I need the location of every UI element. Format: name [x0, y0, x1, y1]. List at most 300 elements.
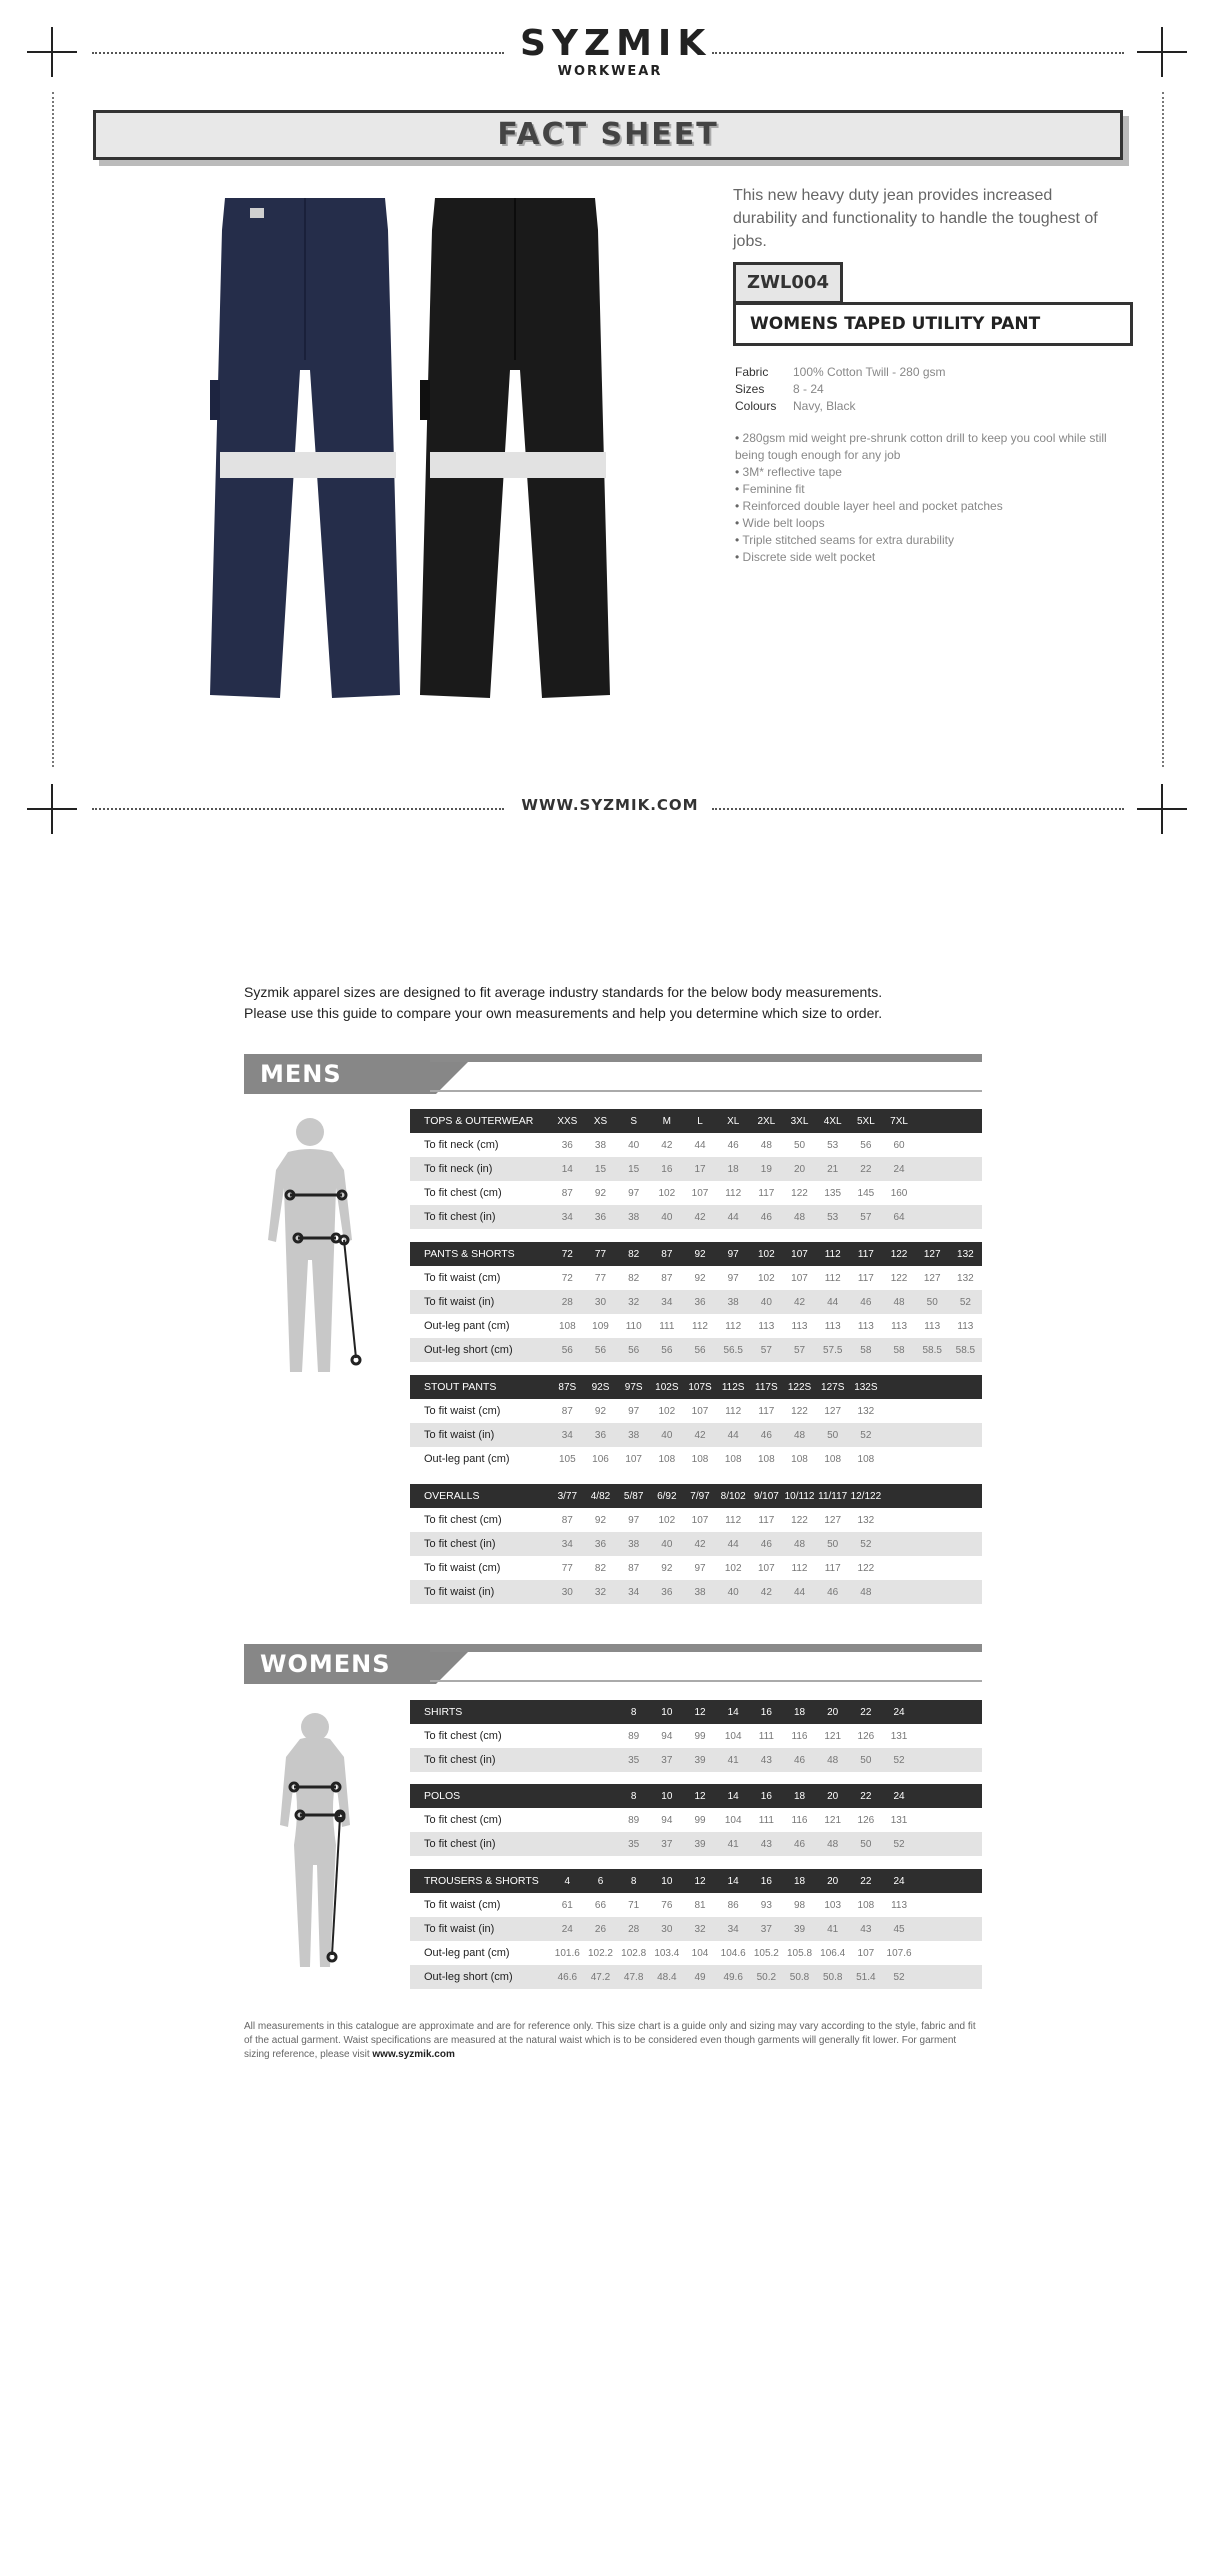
- size-cell: 131: [890, 1730, 908, 1742]
- size-cell: 46: [750, 1423, 783, 1447]
- banner-title: FACT SHEET: [497, 117, 719, 152]
- mens-section-bar: [430, 1054, 982, 1062]
- top-dotted-line-right: [712, 52, 1124, 54]
- table-row: [410, 1832, 982, 1856]
- size-cell: 30: [551, 1580, 584, 1604]
- size-cell: 122S: [783, 1375, 816, 1399]
- size-cell: [882, 1484, 915, 1508]
- feature-item: • Triple stitched seams for extra durability: [735, 532, 1115, 549]
- size-cell: 46: [849, 1290, 882, 1314]
- size-cell: 38: [617, 1532, 650, 1556]
- size-cell: 40: [650, 1423, 683, 1447]
- size-cell: [882, 1447, 915, 1471]
- table-header-row: [410, 1375, 982, 1399]
- size-cell: 44: [694, 1139, 706, 1151]
- size-cell: 51.4: [849, 1965, 882, 1989]
- feature-list: [735, 430, 1115, 566]
- size-cell: 46.6: [551, 1965, 584, 1989]
- size-cell: 44: [783, 1580, 816, 1604]
- size-cell: 12: [683, 1784, 716, 1808]
- size-cell: 22: [849, 1157, 882, 1181]
- size-cell: 108: [791, 1453, 808, 1465]
- size-cell: 24: [882, 1869, 915, 1893]
- size-cell: 117S: [750, 1375, 783, 1399]
- disclaimer-link[interactable]: www.syzmik.com: [372, 2049, 455, 2060]
- size-cell: 22: [849, 1784, 882, 1808]
- size-cell: 36: [584, 1532, 617, 1556]
- size-cell: 92S: [584, 1375, 617, 1399]
- size-cell: 16: [650, 1157, 683, 1181]
- womens-polos-table: [410, 1784, 982, 1856]
- row-label: To fit waist (in): [410, 1917, 551, 1941]
- womens-body-figure: [270, 1705, 380, 1975]
- mens-overalls-table: [410, 1484, 982, 1604]
- size-cell: [584, 1784, 617, 1808]
- size-cell: 102: [658, 1405, 676, 1417]
- registration-mark-top-right: [1137, 27, 1187, 77]
- size-cell: 14: [717, 1700, 750, 1724]
- row-label: Out-leg short (cm): [410, 1965, 551, 1989]
- size-cell: 132: [957, 1272, 974, 1284]
- table-row: [410, 1205, 982, 1229]
- size-cell: 36: [584, 1423, 617, 1447]
- size-cell: 30: [650, 1917, 683, 1941]
- mens-tops-outerwear-table: [410, 1109, 982, 1229]
- size-cell: 77: [584, 1242, 617, 1266]
- size-cell: 45: [882, 1917, 915, 1941]
- size-cell: 93: [760, 1899, 772, 1911]
- size-cell: 107: [625, 1453, 642, 1465]
- size-cell: 3XL: [783, 1109, 816, 1133]
- size-cell: 52: [882, 1748, 915, 1772]
- size-cell: [949, 1508, 982, 1532]
- size-cell: [916, 1917, 949, 1941]
- size-cell: 22: [849, 1700, 882, 1724]
- size-cell: 24: [882, 1157, 915, 1181]
- size-cell: 48: [783, 1532, 816, 1556]
- size-cell: [949, 1556, 982, 1580]
- size-cell: [949, 1700, 982, 1724]
- size-cell: 56.5: [717, 1338, 750, 1362]
- registration-mark-top-left: [27, 27, 77, 77]
- row-label: To fit chest (in): [410, 1748, 551, 1772]
- row-label: STOUT PANTS: [410, 1375, 551, 1399]
- size-cell: 47.2: [584, 1965, 617, 1989]
- size-cell: 57.5: [816, 1338, 849, 1362]
- size-cell: 43: [750, 1832, 783, 1856]
- size-cell: 12: [683, 1700, 716, 1724]
- row-label: Out-leg pant (cm): [424, 1947, 510, 1959]
- mens-stout-pants-table: [410, 1375, 982, 1471]
- size-cell: 107: [691, 1514, 709, 1526]
- size-cell: 97: [628, 1187, 640, 1199]
- size-cell: 111: [659, 1320, 675, 1332]
- size-cell: 18: [783, 1700, 816, 1724]
- size-cell: 97: [628, 1405, 640, 1417]
- size-cell: [916, 1532, 949, 1556]
- bottom-dotted-line-left: [92, 808, 504, 810]
- row-label: To fit waist (cm): [424, 1272, 501, 1284]
- product-name: WOMENS TAPED UTILITY PANT: [733, 302, 1133, 346]
- size-cell: XL: [717, 1109, 750, 1133]
- size-cell: 102: [724, 1562, 742, 1574]
- size-cell: 10/112: [783, 1484, 816, 1508]
- size-cell: 122: [882, 1242, 915, 1266]
- size-cell: 15: [584, 1157, 617, 1181]
- size-cell: 39: [683, 1748, 716, 1772]
- fact-sheet-banner: [93, 110, 1123, 160]
- table-header-row: [410, 1242, 982, 1266]
- size-cell: 34: [617, 1580, 650, 1604]
- size-cell: [916, 1181, 949, 1205]
- size-cell: 50.8: [783, 1965, 816, 1989]
- row-label: OVERALLS: [410, 1484, 551, 1508]
- size-cell: 34: [551, 1205, 584, 1229]
- feature-item: • Reinforced double layer heel and pocket patches: [735, 498, 1115, 515]
- size-cell: 7XL: [882, 1109, 915, 1133]
- size-cell: 56: [650, 1338, 683, 1362]
- size-cell: 36: [683, 1290, 716, 1314]
- size-cell: 12/122: [849, 1484, 882, 1508]
- size-cell: 112: [725, 1187, 742, 1199]
- size-cell: 35: [617, 1748, 650, 1772]
- mens-section-rule: [430, 1090, 982, 1092]
- row-label: PANTS & SHORTS: [410, 1242, 551, 1266]
- size-cell: [584, 1832, 617, 1856]
- size-cell: 50: [816, 1532, 849, 1556]
- size-cell: 38: [617, 1423, 650, 1447]
- size-cell: 10: [650, 1784, 683, 1808]
- size-cell: 58: [849, 1338, 882, 1362]
- size-cell: 82: [594, 1562, 607, 1574]
- size-cell: [949, 1532, 982, 1556]
- size-cell: 34: [650, 1290, 683, 1314]
- size-cell: 108: [824, 1453, 842, 1465]
- size-cell: [949, 1205, 982, 1229]
- size-cell: [882, 1532, 915, 1556]
- product-code: ZWL004: [733, 262, 843, 304]
- row-label: POLOS: [410, 1784, 551, 1808]
- size-cell: XS: [584, 1109, 617, 1133]
- size-cell: 56: [551, 1338, 584, 1362]
- size-cell: 97: [694, 1562, 706, 1574]
- size-cell: 36: [561, 1139, 573, 1151]
- size-cell: [882, 1580, 915, 1604]
- size-cell: 113: [791, 1320, 808, 1332]
- feature-item: • Wide belt loops: [735, 515, 1115, 532]
- table-row: [410, 1965, 982, 1989]
- size-cell: 42: [683, 1423, 716, 1447]
- mens-section-title: MENS: [244, 1054, 436, 1094]
- size-cell: 101.6: [554, 1947, 580, 1959]
- size-cell: 38: [717, 1290, 750, 1314]
- spec-colours: Colours Navy, Black: [735, 399, 856, 413]
- size-cell: 113: [758, 1320, 775, 1332]
- size-cell: 52: [849, 1423, 882, 1447]
- size-cell: 87: [561, 1405, 573, 1417]
- row-label: Out-leg short (cm): [410, 1338, 551, 1362]
- table-row: [410, 1133, 982, 1157]
- size-cell: 61: [561, 1899, 573, 1911]
- size-cell: 44: [717, 1423, 750, 1447]
- size-cell: 126: [857, 1814, 875, 1826]
- measurement-disclaimer: All measurements in this catalogue are approximate and are for reference only. This size chart is a guide only and sizing may vary according to the style, fabric and fit of the actual garment. Waist specifications are measured at the natural waist which is to be considered even though garments will generally fit lower. For garment sizing reference, please visit www.syzmik.com: [244, 2021, 976, 2060]
- size-cell: [916, 1893, 949, 1917]
- size-cell: 103.4: [654, 1947, 680, 1959]
- table-header-row: [410, 1109, 982, 1133]
- size-cell: 112: [725, 1320, 742, 1332]
- size-cell: 113: [957, 1320, 974, 1332]
- size-cell: 35: [617, 1832, 650, 1856]
- size-cell: 20: [816, 1869, 849, 1893]
- size-cell: 48: [760, 1139, 772, 1151]
- size-cell: [916, 1965, 949, 1989]
- size-cell: 108: [724, 1453, 742, 1465]
- size-cell: 12: [683, 1869, 716, 1893]
- size-cell: 112: [824, 1272, 841, 1284]
- size-cell: [916, 1748, 949, 1772]
- size-cell: [949, 1832, 982, 1856]
- size-cell: 4: [551, 1869, 584, 1893]
- size-cell: 117: [824, 1562, 841, 1574]
- row-label: To fit neck (cm): [424, 1139, 499, 1151]
- size-cell: 52: [849, 1532, 882, 1556]
- size-cell: 92: [661, 1562, 673, 1574]
- size-cell: [916, 1109, 949, 1133]
- size-cell: [916, 1869, 949, 1893]
- size-cell: 42: [750, 1580, 783, 1604]
- size-cell: [949, 1423, 982, 1447]
- spec-sizes: Sizes 8 - 24: [735, 382, 824, 396]
- logo-wordmark: SYZMIK: [520, 23, 712, 64]
- table-row: [410, 1556, 982, 1580]
- size-cell: 89: [628, 1814, 640, 1826]
- size-cell: 41: [816, 1917, 849, 1941]
- size-cell: [949, 1399, 982, 1423]
- size-cell: [949, 1869, 982, 1893]
- size-cell: [916, 1375, 949, 1399]
- size-cell: 36: [650, 1580, 683, 1604]
- size-cell: [882, 1556, 915, 1580]
- size-cell: 121: [824, 1814, 842, 1826]
- size-cell: 122: [791, 1187, 808, 1199]
- size-cell: 81: [694, 1899, 706, 1911]
- size-cell: 43: [750, 1748, 783, 1772]
- size-cell: S: [617, 1109, 650, 1133]
- size-cell: 76: [661, 1899, 673, 1911]
- size-cell: 102: [658, 1187, 676, 1199]
- size-cell: 104.6: [720, 1947, 746, 1959]
- left-dotted-border: [52, 92, 54, 767]
- size-cell: [916, 1784, 949, 1808]
- table-header-row: [410, 1869, 982, 1893]
- size-cell: 112: [692, 1320, 708, 1332]
- table-row: [410, 1423, 982, 1447]
- size-cell: 112: [816, 1242, 849, 1266]
- size-cell: 97: [628, 1514, 640, 1526]
- size-cell: 77: [594, 1272, 607, 1284]
- size-cell: [949, 1941, 982, 1965]
- size-cell: [916, 1941, 949, 1965]
- size-cell: 77: [561, 1562, 573, 1574]
- size-cell: 92: [594, 1514, 607, 1526]
- size-cell: 116: [791, 1730, 808, 1742]
- row-label: To fit waist (in): [410, 1580, 551, 1604]
- size-cell: 112: [791, 1562, 808, 1574]
- table-row: [410, 1532, 982, 1556]
- size-cell: [949, 1917, 982, 1941]
- size-cell: 89: [628, 1730, 640, 1742]
- size-cell: [949, 1181, 982, 1205]
- womens-section-bar: [430, 1644, 982, 1652]
- table-header-row: [410, 1784, 982, 1808]
- size-cell: 127: [916, 1242, 949, 1266]
- spec-fabric: Fabric 100% Cotton Twill - 280 gsm: [735, 365, 946, 379]
- size-cell: 52: [949, 1290, 982, 1314]
- size-cell: 18: [717, 1157, 750, 1181]
- size-cell: 145: [857, 1187, 875, 1199]
- size-cell: 127S: [816, 1375, 849, 1399]
- size-cell: 44: [717, 1532, 750, 1556]
- size-cell: 10: [650, 1700, 683, 1724]
- size-cell: 127: [923, 1272, 941, 1284]
- size-cell: 52: [882, 1965, 915, 1989]
- size-cell: 38: [594, 1139, 607, 1151]
- size-cell: 2XL: [750, 1109, 783, 1133]
- size-cell: 92: [594, 1187, 607, 1199]
- size-cell: 15: [617, 1157, 650, 1181]
- size-cell: 21: [816, 1157, 849, 1181]
- size-cell: [949, 1748, 982, 1772]
- size-cell: 32: [617, 1290, 650, 1314]
- size-cell: 6/92: [650, 1484, 683, 1508]
- size-cell: 108: [857, 1899, 875, 1911]
- size-cell: 122: [890, 1272, 908, 1284]
- table-row: [410, 1724, 982, 1748]
- size-cell: 53: [827, 1139, 839, 1151]
- size-cell: 107: [758, 1562, 775, 1574]
- size-cell: 49: [683, 1965, 716, 1989]
- size-cell: 48: [783, 1205, 816, 1229]
- size-cell: 46: [750, 1205, 783, 1229]
- size-cell: 106.4: [820, 1947, 846, 1959]
- size-cell: [584, 1700, 617, 1724]
- size-cell: 111: [758, 1814, 774, 1826]
- size-cell: 102: [658, 1514, 676, 1526]
- table-row: [410, 1399, 982, 1423]
- size-guide-intro: Syzmik apparel sizes are designed to fit average industry standards for the below body measurements. Please use this guide to compare your own measurements and help you determine which size to order.: [244, 984, 883, 1021]
- size-cell: 112S: [717, 1375, 750, 1399]
- size-cell: [949, 1109, 982, 1133]
- size-cell: 44: [816, 1290, 849, 1314]
- size-cell: 92: [594, 1405, 607, 1417]
- size-cell: [949, 1580, 982, 1604]
- size-cell: 38: [617, 1205, 650, 1229]
- size-cell: M: [650, 1109, 683, 1133]
- size-cell: 39: [783, 1917, 816, 1941]
- size-cell: [916, 1133, 949, 1157]
- size-cell: 132: [857, 1405, 875, 1417]
- size-cell: [551, 1808, 584, 1832]
- size-cell: 107: [783, 1242, 816, 1266]
- size-cell: 8/102: [717, 1484, 750, 1508]
- size-cell: 113: [824, 1320, 841, 1332]
- size-cell: 48: [882, 1290, 915, 1314]
- size-cell: 99: [694, 1814, 706, 1826]
- size-cell: 46: [783, 1748, 816, 1772]
- website-link[interactable]: WWW.SYZMIK.COM: [521, 796, 699, 814]
- registration-mark-bottom-left: [27, 784, 77, 834]
- size-cell: 92: [694, 1272, 706, 1284]
- size-cell: 102.2: [587, 1947, 613, 1959]
- size-cell: [949, 1375, 982, 1399]
- size-cell: [916, 1832, 949, 1856]
- size-cell: 5/87: [617, 1484, 650, 1508]
- size-cell: 52: [882, 1832, 915, 1856]
- size-cell: 113: [857, 1320, 874, 1332]
- registration-mark-bottom-right: [1137, 784, 1187, 834]
- size-cell: 107.6: [886, 1947, 912, 1959]
- size-cell: 16: [750, 1869, 783, 1893]
- size-cell: 24: [882, 1700, 915, 1724]
- mens-pants-shorts-table: [410, 1242, 982, 1362]
- size-cell: 20: [816, 1784, 849, 1808]
- size-cell: 56: [617, 1338, 650, 1362]
- size-cell: 71: [628, 1899, 640, 1911]
- row-label: To fit waist (cm): [424, 1405, 501, 1417]
- size-cell: 72: [561, 1272, 573, 1284]
- size-cell: 40: [650, 1205, 683, 1229]
- size-cell: 102: [750, 1242, 783, 1266]
- size-cell: 24: [882, 1784, 915, 1808]
- size-cell: 43: [849, 1917, 882, 1941]
- size-cell: 18: [783, 1869, 816, 1893]
- size-cell: 117: [857, 1272, 874, 1284]
- size-cell: 109: [592, 1320, 609, 1332]
- size-cell: 8: [617, 1700, 650, 1724]
- size-cell: [916, 1508, 949, 1532]
- black-pant-image: [420, 198, 610, 698]
- size-cell: 117: [849, 1242, 882, 1266]
- size-cell: 132S: [849, 1375, 882, 1399]
- size-cell: 20: [783, 1157, 816, 1181]
- size-cell: 87: [561, 1514, 573, 1526]
- size-cell: 97S: [617, 1375, 650, 1399]
- size-cell: [882, 1423, 915, 1447]
- size-cell: 106: [592, 1453, 609, 1465]
- size-cell: [916, 1205, 949, 1229]
- size-cell: 56: [683, 1338, 716, 1362]
- size-cell: 103: [824, 1899, 842, 1911]
- size-cell: [916, 1423, 949, 1447]
- size-cell: 48: [816, 1748, 849, 1772]
- size-cell: 48.4: [650, 1965, 683, 1989]
- size-cell: 160: [890, 1187, 908, 1199]
- size-cell: 56: [584, 1338, 617, 1362]
- row-label: To fit waist (in): [410, 1423, 551, 1447]
- size-cell: 102S: [650, 1375, 683, 1399]
- size-cell: 34: [717, 1917, 750, 1941]
- size-cell: 127: [824, 1514, 842, 1526]
- table-row: [410, 1157, 982, 1181]
- size-cell: 87: [650, 1242, 683, 1266]
- row-label: To fit chest (in): [410, 1532, 551, 1556]
- size-cell: 41: [717, 1748, 750, 1772]
- size-cell: 57: [750, 1338, 783, 1362]
- size-cell: 4XL: [816, 1109, 849, 1133]
- womens-section-rule: [430, 1680, 982, 1682]
- size-cell: 40: [717, 1580, 750, 1604]
